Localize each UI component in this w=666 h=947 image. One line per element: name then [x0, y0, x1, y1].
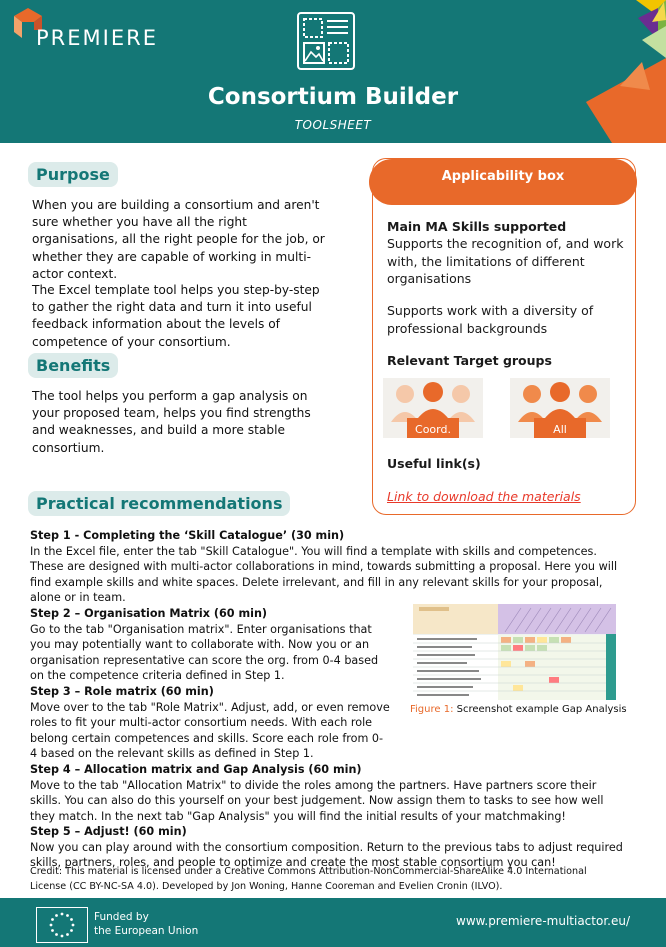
skill-item-2: Supports work with a diversity of professional backgrounds — [387, 303, 594, 336]
eu-funding-line-2: the European Union — [94, 925, 199, 937]
gap-analysis-screenshot — [413, 604, 616, 700]
step-4-text: Move to the tab "Allocation Matrix" to divide the roles among the partners. Have partners score their skills. You can also do this yourself on your best judgement. Now assign them to tasks to see how well they match. In the next tab "Gap Analysis" you will find the initial results of your matchmaking! — [30, 778, 604, 823]
benefits-text: The tool helps you perform a gap analysis on your proposed team, helps you find strengths and weaknesses, and build a more stable consortium. — [32, 389, 311, 455]
purpose-text-1: When you are building a consortium and aren't sure whether you have all the right organisations, all the right people for the job, or whether they are capable of working in multi-actor context. — [32, 198, 325, 281]
benefits-heading: Benefits — [28, 353, 118, 378]
useful-links-heading: Useful link(s) — [387, 456, 481, 471]
applicability-box — [372, 158, 636, 515]
step-1-text: In the Excel file, enter the tab "Skill Catalogue". You will find a template with skills and competences. These are designed with multi-actor collaborations in mind, towards submitting a proposal. Here you will find example skills and white spaces. Delete irrelevant, and fill in any relevant skills for your proposal, alone or in team. — [30, 544, 618, 605]
figure-caption-text: Screenshot example Gap Analysis — [456, 704, 627, 715]
decorative-triangles-icon — [546, 0, 666, 143]
step-4-title: Step 4 – Allocation matrix and Gap Analysis (60 min) — [30, 762, 362, 776]
spreadsheet-thumbnail-icon — [413, 604, 616, 700]
purpose-text-2: The Excel template tool helps you step-by-step to gather the right data and turn it into useful feedback information about the levels of competence of your consortium. — [32, 283, 320, 349]
figure-caption — [410, 704, 627, 715]
logo-text: PREMIERE — [36, 26, 158, 50]
target-groups-heading: Relevant Target groups — [387, 353, 552, 368]
footer-website-link[interactable]: www.premiere-multiactor.eu/ — [456, 914, 630, 928]
page-subtitle: TOOLSHEET — [294, 118, 372, 132]
applicability-heading: Applicability box — [369, 159, 637, 205]
target-group-all — [510, 378, 610, 438]
eu-funding-text — [94, 910, 198, 938]
step-2-text: Go to the tab "Organisation matrix". Enter organisations that you may potentially want to collaborate with. Now you or an organisation representative can score the org. from 0-4 based on the competence criteria defined in Step 1. — [30, 622, 379, 683]
eu-funding-line-1: Funded by — [94, 911, 149, 923]
download-materials-link[interactable]: Link to download the materials — [387, 489, 581, 504]
header-banner — [0, 0, 666, 143]
skills-heading: Main MA Skills supported — [387, 219, 567, 234]
step-1-title: Step 1 - Completing the ‘Skill Catalogue’ (30 min) — [30, 529, 345, 542]
target-group-coord — [383, 378, 483, 438]
recommendations-heading: Practical recommendations — [28, 491, 290, 516]
step-3-title: Step 3 – Role matrix (60 min) — [30, 684, 214, 698]
license-credit: Credit: This material is licensed under a Creative Commons Attribution-NonCommercial-ShareAlike 4.0 International License (CC BY-NC-SA 4.0). Developed by Jon Woning, Hanne Cooreman and Evelien Cronin (ILVO). — [30, 866, 587, 892]
purpose-heading: Purpose — [28, 162, 118, 187]
step-5-title: Step 5 – Adjust! (60 min) — [30, 825, 187, 839]
target-group-all-label: All — [553, 423, 567, 436]
document-gallery-icon — [297, 12, 355, 70]
skill-item-1: Supports the recognition of, and work with, the limitations of different organisations — [387, 236, 624, 286]
page-title: Consortium Builder — [207, 84, 459, 110]
figure-label: Figure 1: — [410, 704, 454, 715]
step-3-text: Move over to the tab "Role Matrix". Adjust, add, or even remove roles to fit your multi-actor consortium needs. With each role belong certain competences and skills. Score each role from 0-4 based on the relevant skills as defined in Step 1. — [30, 700, 390, 761]
target-group-coord-label: Coord. — [415, 423, 451, 436]
eu-flag-icon — [36, 907, 88, 943]
step-5-text: Now you can play around with the consortium composition. Return to the previous tabs to adjust required skills, partners, roles, and people to optimize and create the most stable consortium you can! — [30, 840, 623, 870]
step-2-title: Step 2 – Organisation Matrix (60 min) — [30, 606, 268, 620]
